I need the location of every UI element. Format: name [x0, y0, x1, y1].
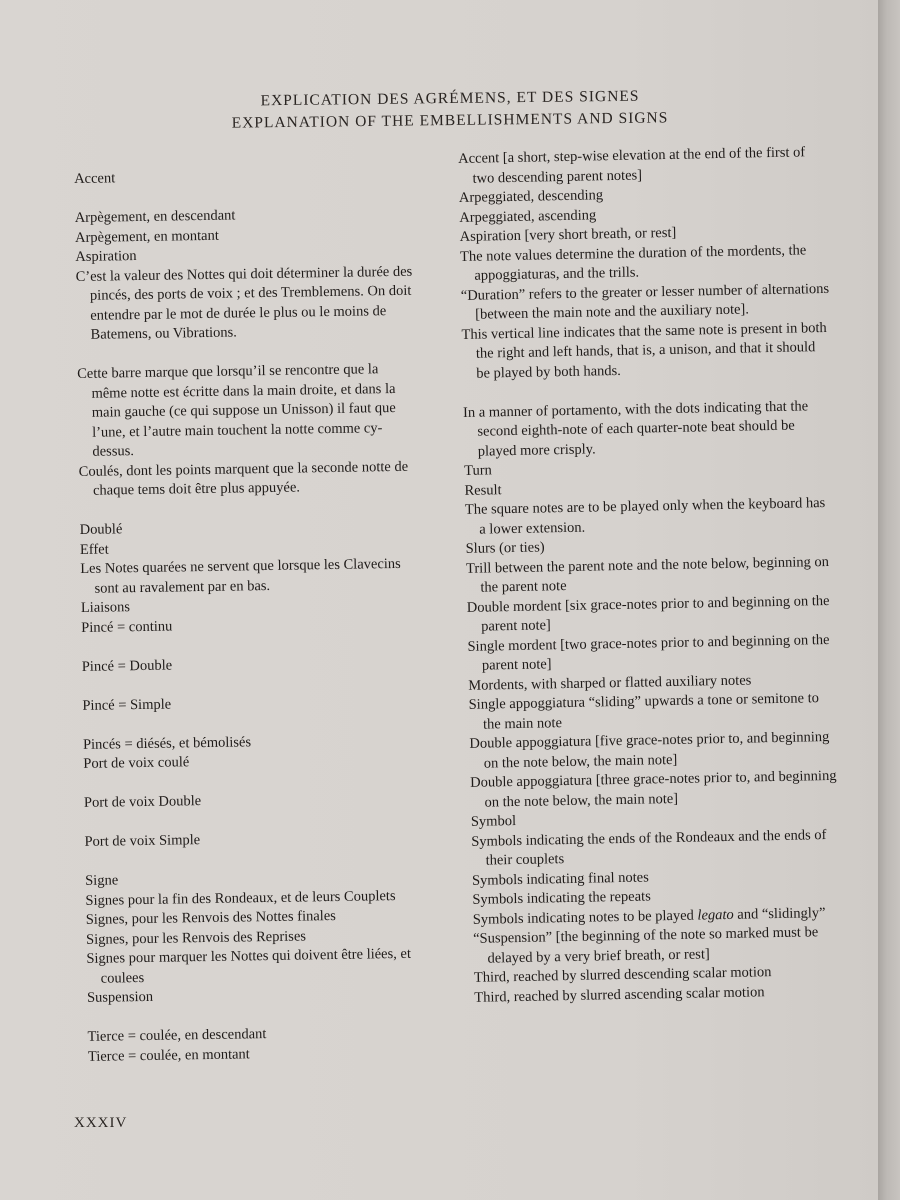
list-item: Les Notes quarées ne servent que lorsque les Clavecins sont au ravalement par en bas.	[80, 555, 401, 597]
list-item: “Duration” refers to the greater or lesser number of alternations [between the main note and the auxiliary note].	[460, 280, 830, 323]
list-item: Symbols indicating the repeats	[472, 888, 651, 908]
list-item: Arpeggiated, descending	[458, 187, 604, 206]
title-french: EXPLICATION DES AGRÉMENS, ET DES SIGNES	[260, 87, 640, 110]
list-item: Signe	[85, 872, 119, 889]
list-item: Arpègement, en montant	[74, 227, 219, 246]
list-item-text: and “slidingly”	[737, 904, 826, 923]
list-item: Port de voix coulé	[83, 754, 190, 772]
page-header	[0, 88, 900, 132]
list-item: Symbol	[470, 813, 517, 830]
list-item: Symbols indicating the ends of the Rondeaux and the ends of their couplets	[471, 826, 827, 869]
list-item: Single appoggiatura “sliding” upwards a tone or semitone to the main note	[468, 690, 820, 733]
list-item: Slurs (or ties)	[465, 539, 545, 557]
list-item: Port de voix Simple	[84, 832, 201, 850]
list-item: Double mordent [six grace-notes prior to and beginning on the parent note]	[466, 592, 830, 635]
list-item: Signes, pour les Renvois des Nottes finales	[85, 907, 336, 928]
list-item: Pincé = Double	[81, 657, 173, 675]
title-english: EXPLANATION OF THE EMBELLISHMENTS AND SIGNS	[231, 109, 669, 132]
list-item: Result	[464, 481, 502, 499]
list-item: Aspiration [very short breath, or rest]	[459, 224, 677, 245]
list-item: Cette barre marque que lorsqu’il se rencontre que la même notte est écritte dans la main droite, et dans la main gauche (ce qui suppose un Unisson) il faut que l’une, et l’autre main touchent la notte comme cy-dessus.	[77, 361, 396, 460]
list-item: Symbols indicating final notes	[471, 868, 649, 889]
list-item: Liaisons	[80, 599, 131, 616]
list-item: Single mordent [two grace-notes prior to and beginning on the parent note]	[467, 631, 830, 674]
list-item: Tierce = coulée, en montant	[87, 1045, 250, 1065]
list-item: Pincés = diésés, et bémolisés	[82, 733, 252, 753]
page-number: XXXIV	[74, 1115, 128, 1131]
list-item: Arpègement, en descendant	[74, 207, 236, 226]
page-edge	[878, 0, 900, 1200]
list-item: Accent	[74, 170, 116, 187]
list-item: Double appoggiatura [three grace-notes prior to, and beginning on the note below, the main note]	[469, 767, 837, 811]
list-item: The note values determine the duration of the mordents, the appoggiaturas, and the trills.	[459, 241, 807, 284]
list-item: Third, reached by slurred ascending scalar motion	[474, 983, 765, 1006]
list-item: Trill between the parent note and the note below, beginning on the parent note	[465, 553, 830, 596]
list-item: Signes pour la fin des Rondeaux, et de leurs Couplets	[85, 887, 396, 909]
list-item: Pincé = Simple	[82, 696, 172, 714]
list-item: Tierce = coulée, en descendant	[87, 1026, 267, 1045]
list-item: Suspension	[86, 988, 154, 1006]
french-column	[74, 165, 428, 1067]
legato-term: legato	[697, 906, 734, 924]
list-item: Pincé = continu	[81, 618, 173, 636]
list-item-text: Symbols indicating notes to be played	[472, 907, 694, 928]
list-item: Turn	[464, 462, 492, 479]
list-item: Arpeggiated, ascending	[459, 206, 597, 226]
list-item: Double appoggiatura [five grace-notes prior to, and beginning on the note below, the main note]	[469, 728, 830, 772]
list-item: “Suspension” [the beginning of the note so marked must be delayed by a very brief breath, or rest]	[472, 924, 819, 967]
list-item: Coulés, dont les points marquent que la seconde notte de chaque tems doit être plus appuyée.	[78, 458, 409, 499]
list-item: This vertical line indicates that the same note is present in both the right and left hands, that is, a unison, and that it should be played by both hands.	[461, 319, 827, 382]
list-item: Third, reached by slurred descending scalar motion	[473, 964, 772, 986]
list-item: Signes pour marquer les Nottes qui doivent être liées, et coulees	[86, 945, 412, 987]
list-item: Signes, pour les Renvois des Reprises	[85, 927, 307, 948]
list-item: In a manner of portamento, with the dots indicating that the second eighth-note of each quarter-note beat should be played more crisply.	[462, 397, 809, 460]
list-item: Aspiration	[75, 248, 137, 265]
list-item: Doublé	[79, 521, 123, 538]
list-item: Mordents, with sharped or flatted auxiliary notes	[468, 671, 752, 694]
list-item: C’est la valeur des Nottes qui doit déterminer la durée des pincés, des ports de voix ; et des Tremblemens. On doit entendre par le mot de durée le plus ou le moins de Batemens, ou Vibrations.	[75, 263, 413, 343]
english-column	[458, 143, 844, 1008]
list-item: Port de voix Double	[83, 793, 202, 811]
list-item: The square notes are to be played only when the keyboard has a lower extension.	[464, 495, 826, 538]
list-item: Effet	[79, 541, 109, 558]
list-item: Accent [a short, step-wise elevation at the end of the first of two descending parent notes]	[458, 144, 806, 187]
